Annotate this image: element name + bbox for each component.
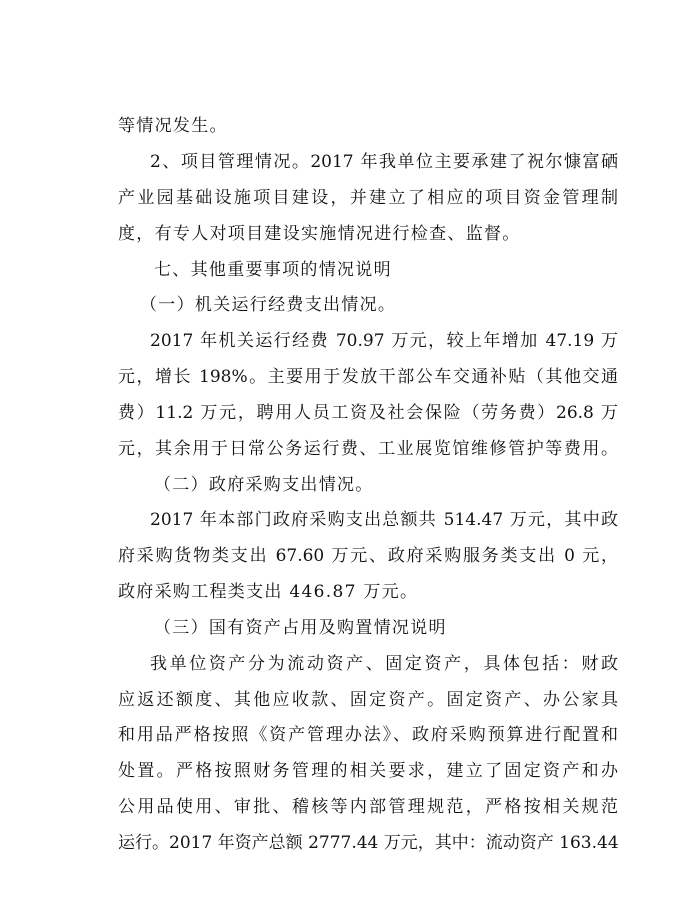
paragraph-line-13: 应返还额度、其他应收款、固定资产。固定资产、办公家具 <box>118 690 618 710</box>
paragraph-line-9: 2017 年本部门政府采购支出总额共 514.47 万元，其中政 <box>150 510 618 530</box>
paragraph-line-6: 元，增长 198%。主要用于发放干部公车交通补贴（其他交通 <box>118 367 618 387</box>
paragraph-line-15: 处置。严格按照财务管理的相关要求，建立了固定资产和办 <box>118 761 618 781</box>
paragraph-line-4: 度，有专人对项目建设实施情况进行检查、监督。 <box>118 224 521 244</box>
paragraph-line-5: 2017 年机关运行经费 70.97 万元，较上年增加 47.19 万 <box>150 331 618 351</box>
paragraph-line-12: 我单位资产分为流动资产、固定资产，具体包括：财政 <box>150 654 618 674</box>
paragraph-line-2: 2、项目管理情况。2017 年我单位主要承建了祝尔慷富硒 <box>150 152 618 172</box>
paragraph-line-14: 和用品严格按照《资产管理办法》、政府采购预算进行配置和 <box>118 725 618 745</box>
paragraph-line-16: 公用品使用、审批、稽核等内部管理规范，严格按相关规范 <box>118 797 618 817</box>
subsection-heading-1: （一）机关运行经费支出情况。 <box>140 295 397 315</box>
paragraph-line-7: 费）11.2 万元，聘用人员工资及社会保险（劳务费）26.8 万 <box>118 403 618 423</box>
paragraph-line-8: 元，其余用于日常公务运行费、工业展览馆维修管护等费用。 <box>118 439 618 459</box>
paragraph-line-17: 运行。2017 年资产总额 2777.44 万元，其中：流动资产 163.44 <box>118 833 619 853</box>
subsection-heading-2: （二）政府采购支出情况。 <box>154 475 374 495</box>
section-heading-7: 七、其他重要事项的情况说明 <box>154 260 392 280</box>
paragraph-line-1: 等情况发生。 <box>118 116 228 136</box>
paragraph-line-10: 府采购货物类支出 67.60 万元、政府采购服务类支出 0 元， <box>118 546 618 566</box>
subsection-heading-3: （三）国有资产占用及购置情况说明 <box>154 618 447 638</box>
paragraph-line-11: 政府采购工程类支出 446.87 万元。 <box>118 582 419 602</box>
paragraph-line-3: 产业园基础设施项目建设，并建立了相应的项目资金管理制 <box>118 188 618 208</box>
